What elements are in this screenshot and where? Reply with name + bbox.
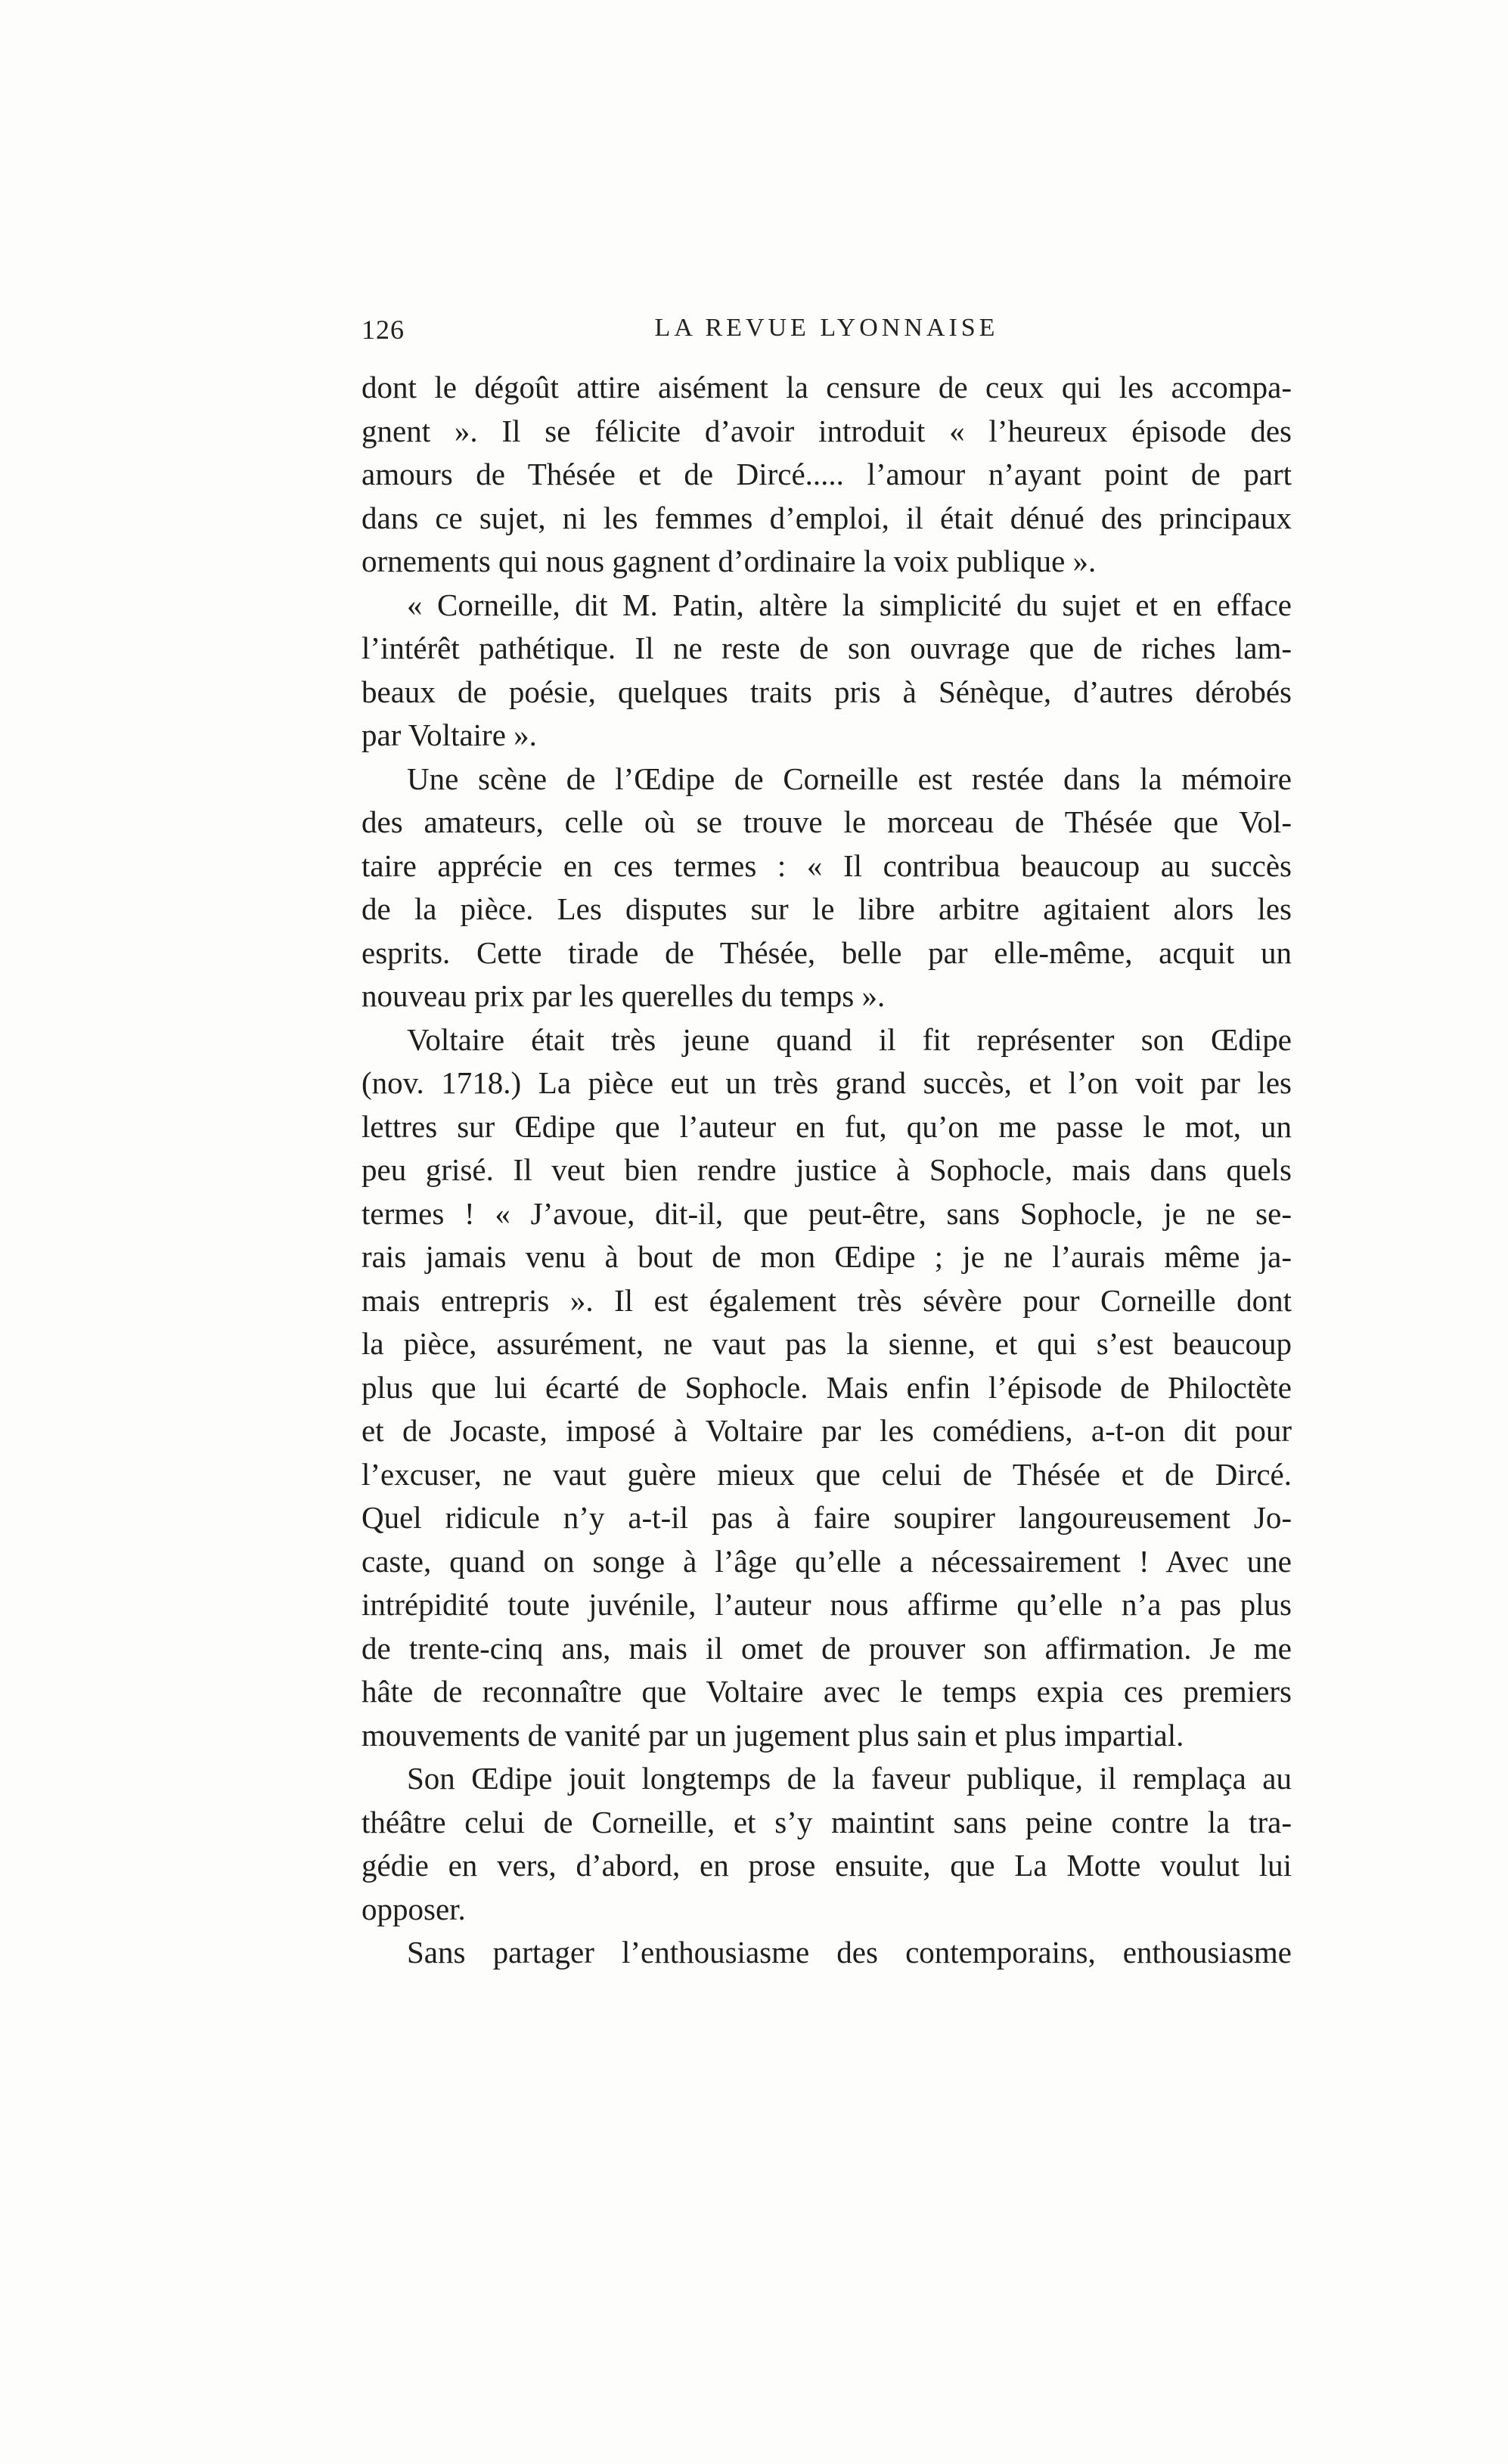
text-line: de trente-cinq ans, mais il omet de prouver son affirmation. Je me: [361, 1630, 1292, 1666]
text-line: lettres sur Œdipe que l’auteur en fut, qu’on me passe le mot, un: [361, 1108, 1292, 1144]
text-line: plus que lui écarté de Sophocle. Mais enfin l’épisode de Philoctète: [361, 1369, 1292, 1405]
text-line: rais jamais venu à bout de mon Œdipe ; je ne l’aurais même ja-: [361, 1239, 1292, 1274]
text-line: caste, quand on songe à l’âge qu’elle a nécessairement ! Avec une: [361, 1543, 1292, 1579]
text-line: l’intérêt pathétique. Il ne reste de son ouvrage que de riches lam-: [361, 631, 1292, 665]
text-line: la pièce, assurément, ne vaut pas la sienne, et qui s’est beaucoup: [361, 1326, 1292, 1361]
text-line: Sans partager l’enthousiasme des contemporains, enthousiasme: [407, 1935, 1292, 1970]
text-line: mouvements de vanité par un jugement plus sain et plus impartial.: [361, 1717, 1184, 1753]
text-line: théâtre celui de Corneille, et s’y maintint sans peine contre la tra-: [361, 1804, 1292, 1839]
page-header: [361, 314, 1292, 359]
text-line: dans ce sujet, ni les femmes d’emploi, il était dénué des principaux: [361, 500, 1292, 535]
text-line: dont le dégoût attire aisément la censure de ceux qui les accompa-: [361, 370, 1292, 404]
page-number: 126: [361, 315, 405, 345]
text-line: par Voltaire ».: [361, 718, 537, 752]
body-text: [361, 366, 1292, 1975]
text-line: taire apprécie en ces termes : « Il contribua beaucoup au succès: [361, 848, 1292, 883]
text-line: hâte de reconnaître que Voltaire avec le temps expia ces premiers: [361, 1674, 1292, 1709]
text-line: nouveau prix par les querelles du temps ».: [361, 978, 886, 1013]
text-line: l’excuser, ne vaut guère mieux que celui de Thésée et de Dircé.: [361, 1456, 1292, 1492]
running-title: LA REVUE LYONNAISE: [654, 314, 999, 342]
text-line: gédie en vers, d’abord, en prose ensuite, que La Motte voulut lui: [361, 1848, 1292, 1883]
text-line: Une scène de l’Œdipe de Corneille est restée dans la mémoire: [407, 761, 1292, 796]
text-line: beaux de poésie, quelques traits pris à Sénèque, d’autres dérobés: [361, 674, 1292, 709]
text-line: intrépidité toute juvénile, l’auteur nous affirme qu’elle n’a pas plus: [361, 1587, 1292, 1622]
text-line: de la pièce. Les disputes sur le libre arbitre agitaient alors les: [361, 891, 1292, 926]
text-line: ornements qui nous gagnent d’ordinaire la voix publique ».: [361, 544, 1097, 578]
text-line: Quel ridicule n’y a-t-il pas à faire soupirer langoureusement Jo-: [361, 1500, 1292, 1535]
text-line: Voltaire était très jeune quand il fit représenter son Œdipe: [407, 1021, 1292, 1057]
text-line: gnent ». Il se félicite d’avoir introduit « l’heureux épisode des: [361, 413, 1292, 448]
text-line: des amateurs, celle où se trouve le morceau de Thésée que Vol-: [361, 804, 1292, 839]
text-line: et de Jocaste, imposé à Voltaire par les comédiens, a-t-on dit pour: [361, 1413, 1292, 1448]
text-line: termes ! « J’avoue, dit-il, que peut-être, sans Sophocle, je ne se-: [361, 1195, 1292, 1231]
text-line: Son Œdipe jouit longtemps de la faveur publique, il remplaça au: [407, 1761, 1292, 1796]
text-line: mais entrepris ». Il est également très sévère pour Corneille dont: [361, 1282, 1292, 1318]
text-line: amours de Thésée et de Dircé..... l’amour n’ayant point de part: [361, 457, 1292, 491]
text-line: « Corneille, dit M. Patin, altère la simplicité du sujet et en efface: [407, 587, 1292, 622]
text-line: esprits. Cette tirade de Thésée, belle par elle-même, acquit un: [361, 934, 1292, 970]
text-line: peu grisé. Il veut bien rendre justice à Sophocle, mais dans quels: [361, 1152, 1292, 1187]
text-line: (nov. 1718.) La pièce eut un très grand succès, et l’on voit par les: [361, 1065, 1292, 1100]
text-line: opposer.: [361, 1891, 466, 1926]
